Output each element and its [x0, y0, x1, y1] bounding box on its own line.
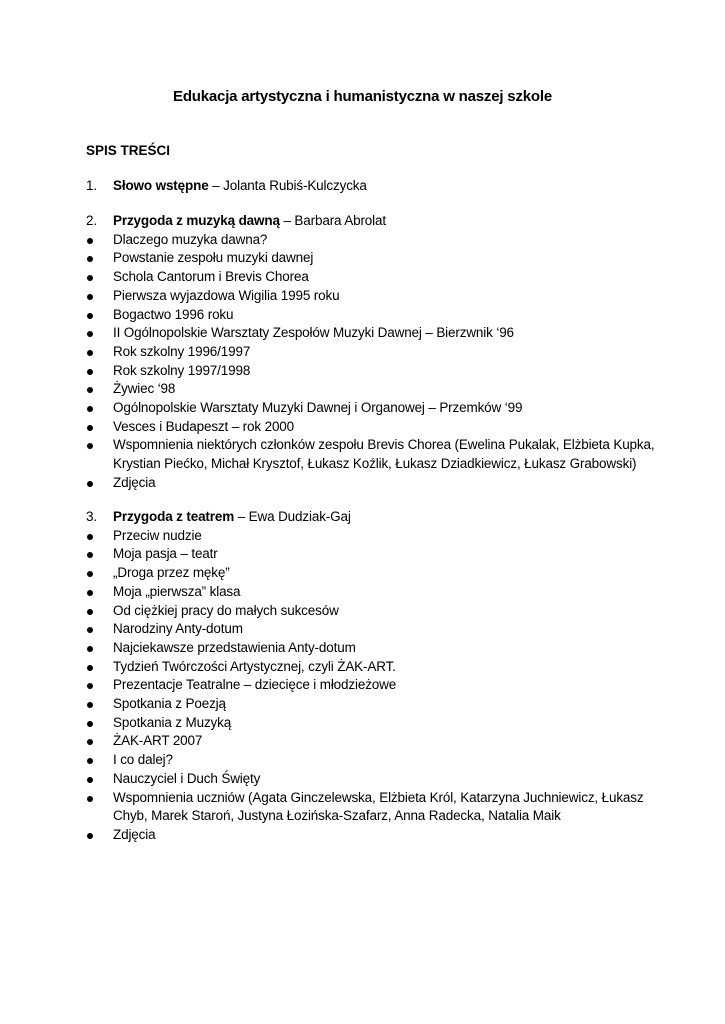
bullet-icon — [87, 777, 93, 783]
list-item: „Droga przez mękę” — [86, 564, 656, 583]
list-item: Spotkania z Poezją — [86, 695, 656, 714]
list-item: Moja „pierwsza” klasa — [86, 583, 656, 602]
list-item: Nauczyciel i Duch Święty — [86, 770, 656, 789]
list-item: I co dalej? — [86, 751, 656, 770]
list-item: Przeciw nudzie — [86, 527, 656, 546]
list-item: Bogactwo 1996 roku — [86, 306, 656, 325]
list-item: Ogólnopolskie Warsztaty Muzyki Dawnej i Organowej – Przemków ‘99 — [86, 399, 656, 418]
list-item: Zdjęcia — [86, 826, 656, 845]
bullet-icon — [87, 425, 93, 431]
bullet-icon — [87, 369, 93, 375]
bullet-icon — [87, 702, 93, 708]
list-item: Od ciężkiej pracy do małych sukcesów — [86, 602, 656, 621]
toc-heading: SPIS TREŚCI — [86, 143, 171, 158]
list-item: Schola Cantorum i Brevis Chorea — [86, 268, 656, 287]
bullet-icon — [87, 627, 93, 633]
section-author: – Ewa Dudziak-Gaj — [234, 509, 351, 524]
bullet-icon — [87, 552, 93, 558]
list-item: Rok szkolny 1997/1998 — [86, 362, 656, 381]
section-title: Przygoda z teatrem — [113, 509, 235, 524]
list-item: Spotkania z Muzyką — [86, 714, 656, 733]
section-heading-line — [86, 177, 656, 196]
list-item: Wspomnienia uczniów (Agata Ginczelewska, Elżbieta Król, Katarzyna Juchniewicz, Łukasz Chyb, Marek Staroń, Justyna Łozińska-Szafarz, Anna Radecka, Natalia Maik — [86, 789, 656, 826]
list-item: Pierwsza wyjazdowa Wigilia 1995 roku — [86, 287, 656, 306]
bullet-icon — [87, 609, 93, 615]
bullet-icon — [87, 406, 93, 412]
bullet-icon — [87, 721, 93, 727]
bullet-icon — [87, 646, 93, 652]
toc-section-3 — [86, 508, 656, 845]
list-item: Moja pasja – teatr — [86, 545, 656, 564]
bullet-icon — [87, 331, 93, 337]
bullet-icon — [87, 313, 93, 319]
list-item: Powstanie zespołu muzyki dawnej — [86, 249, 656, 268]
toc-section-2 — [86, 212, 656, 493]
bullet-icon — [87, 275, 93, 281]
bullet-icon — [87, 758, 93, 764]
list-item: Zdjęcia — [86, 474, 656, 493]
list-item: Tydzień Twórczości Artystycznej, czyli ŻAK-ART. — [86, 658, 656, 677]
list-item: ŻAK-ART 2007 — [86, 732, 656, 751]
bullet-icon — [87, 590, 93, 596]
section-heading-line — [86, 212, 656, 231]
list-item: Wspomnienia niektórych członków zespołu Brevis Chorea (Ewelina Pukalak, Elżbieta Kupka, Krystian Piećko, Michał Krysztof, Łukasz Koźlik, Łukasz Dziadkiewicz, Łukasz Grabowski) — [86, 436, 656, 473]
section-author: – Barbara Abrolat — [279, 213, 386, 228]
bullet-icon — [87, 833, 93, 839]
bullet-icon — [87, 665, 93, 671]
list-item: Prezentacje Teatralne – dziecięce i młodzieżowe — [86, 676, 656, 695]
list-item: Żywiec ‘98 — [86, 380, 656, 399]
list-item: Rok szkolny 1996/1997 — [86, 343, 656, 362]
bullet-icon — [87, 481, 93, 487]
list-item: Vesces i Budapeszt – rok 2000 — [86, 418, 656, 437]
bullet-icon — [87, 294, 93, 300]
section-number: 2. — [86, 213, 97, 228]
bullet-icon — [87, 739, 93, 745]
bullet-icon — [87, 571, 93, 577]
bullet-icon — [87, 796, 93, 802]
bullet-icon — [87, 443, 93, 449]
section-author: – Jolanta Rubiś-Kulczycka — [208, 178, 367, 193]
section-title: Przygoda z muzyką dawną — [113, 213, 280, 228]
toc-section-1 — [86, 177, 656, 196]
section-heading-line — [86, 508, 656, 527]
bullet-icon — [87, 256, 93, 262]
bullet-icon — [87, 350, 93, 356]
bullet-icon — [87, 534, 93, 540]
document-title: Edukacja artystyczna i humanistyczna w naszej szkole — [173, 88, 552, 105]
list-item: II Ogólnopolskie Warsztaty Zespołów Muzyki Dawnej – Bierzwnik ‘96 — [86, 324, 656, 343]
list-item: Narodziny Anty-dotum — [86, 620, 656, 639]
bullet-icon — [87, 387, 93, 393]
list-item: Dlaczego muzyka dawna? — [86, 231, 656, 250]
list-item: Najciekawsze przedstawienia Anty-dotum — [86, 639, 656, 658]
section-title: Słowo wstępne — [113, 178, 209, 193]
section-number: 1. — [86, 178, 97, 193]
bullet-icon — [87, 238, 93, 244]
section-number: 3. — [86, 509, 97, 524]
bullet-icon — [87, 683, 93, 689]
